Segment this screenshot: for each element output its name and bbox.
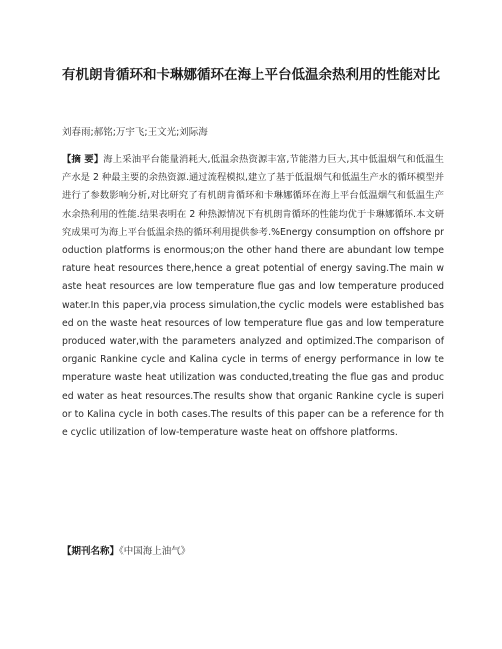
journal-name: 《中国海上油气》	[119, 546, 191, 557]
abstract-english-text: %Energy consumption on offshore production platforms is enormous;on the other hand there are abundant low temperature heat resources there,hence a great potential of energy saving.The main waste heat resources are low temperature flue gas and low temperature produced water.In this paper,via process simulation,the cyclic models were established based on the waste heat resources of low temperature flue gas and low temperature produced water,with the parameters analyzed and optimized.The comparison of organic Rankine cycle and Kalina cycle in terms of energy performance in low temperature waste heat utilization was conducted,treating the flue gas and produced water as heat resources.The results show that organic Rankine cycle is superior to Kalina cycle in both cases.The results of this paper can be a reference for the cyclic utilization of low-temperature waste heat on offshore platforms.	[62, 226, 444, 439]
author-list: 刘春雨;郝铭;万宇飞;王文光;刘际海	[62, 127, 208, 138]
abstract-block	[62, 151, 444, 442]
abstract-chinese-text: 海上采油平台能量消耗大,低温余热资源丰富,节能潜力巨大,其中低温烟气和低温生产水是 2 种最主要的余热资源.通过流程模拟,建立了基于低温烟气和低温生产水的循环模型并进行了参数影响分析,对比研究了有机朗肯循环和卡琳娜循环在海上平台低温烟气和低温生产水余热利用的性能.结果表明在 2 种热源情况下有机朗肯循环的性能均优于卡琳娜循环.本文研究成果可为海上平台低温余热的循环利用提供参考.	[62, 154, 444, 238]
paper-title: 有机朗肯循环和卡琳娜循环在海上平台低温余热利用的性能对比	[62, 67, 440, 83]
abstract-label: 【摘 要】	[62, 154, 104, 165]
journal-line	[62, 545, 190, 559]
journal-label: 【期刊名称】	[62, 546, 120, 557]
